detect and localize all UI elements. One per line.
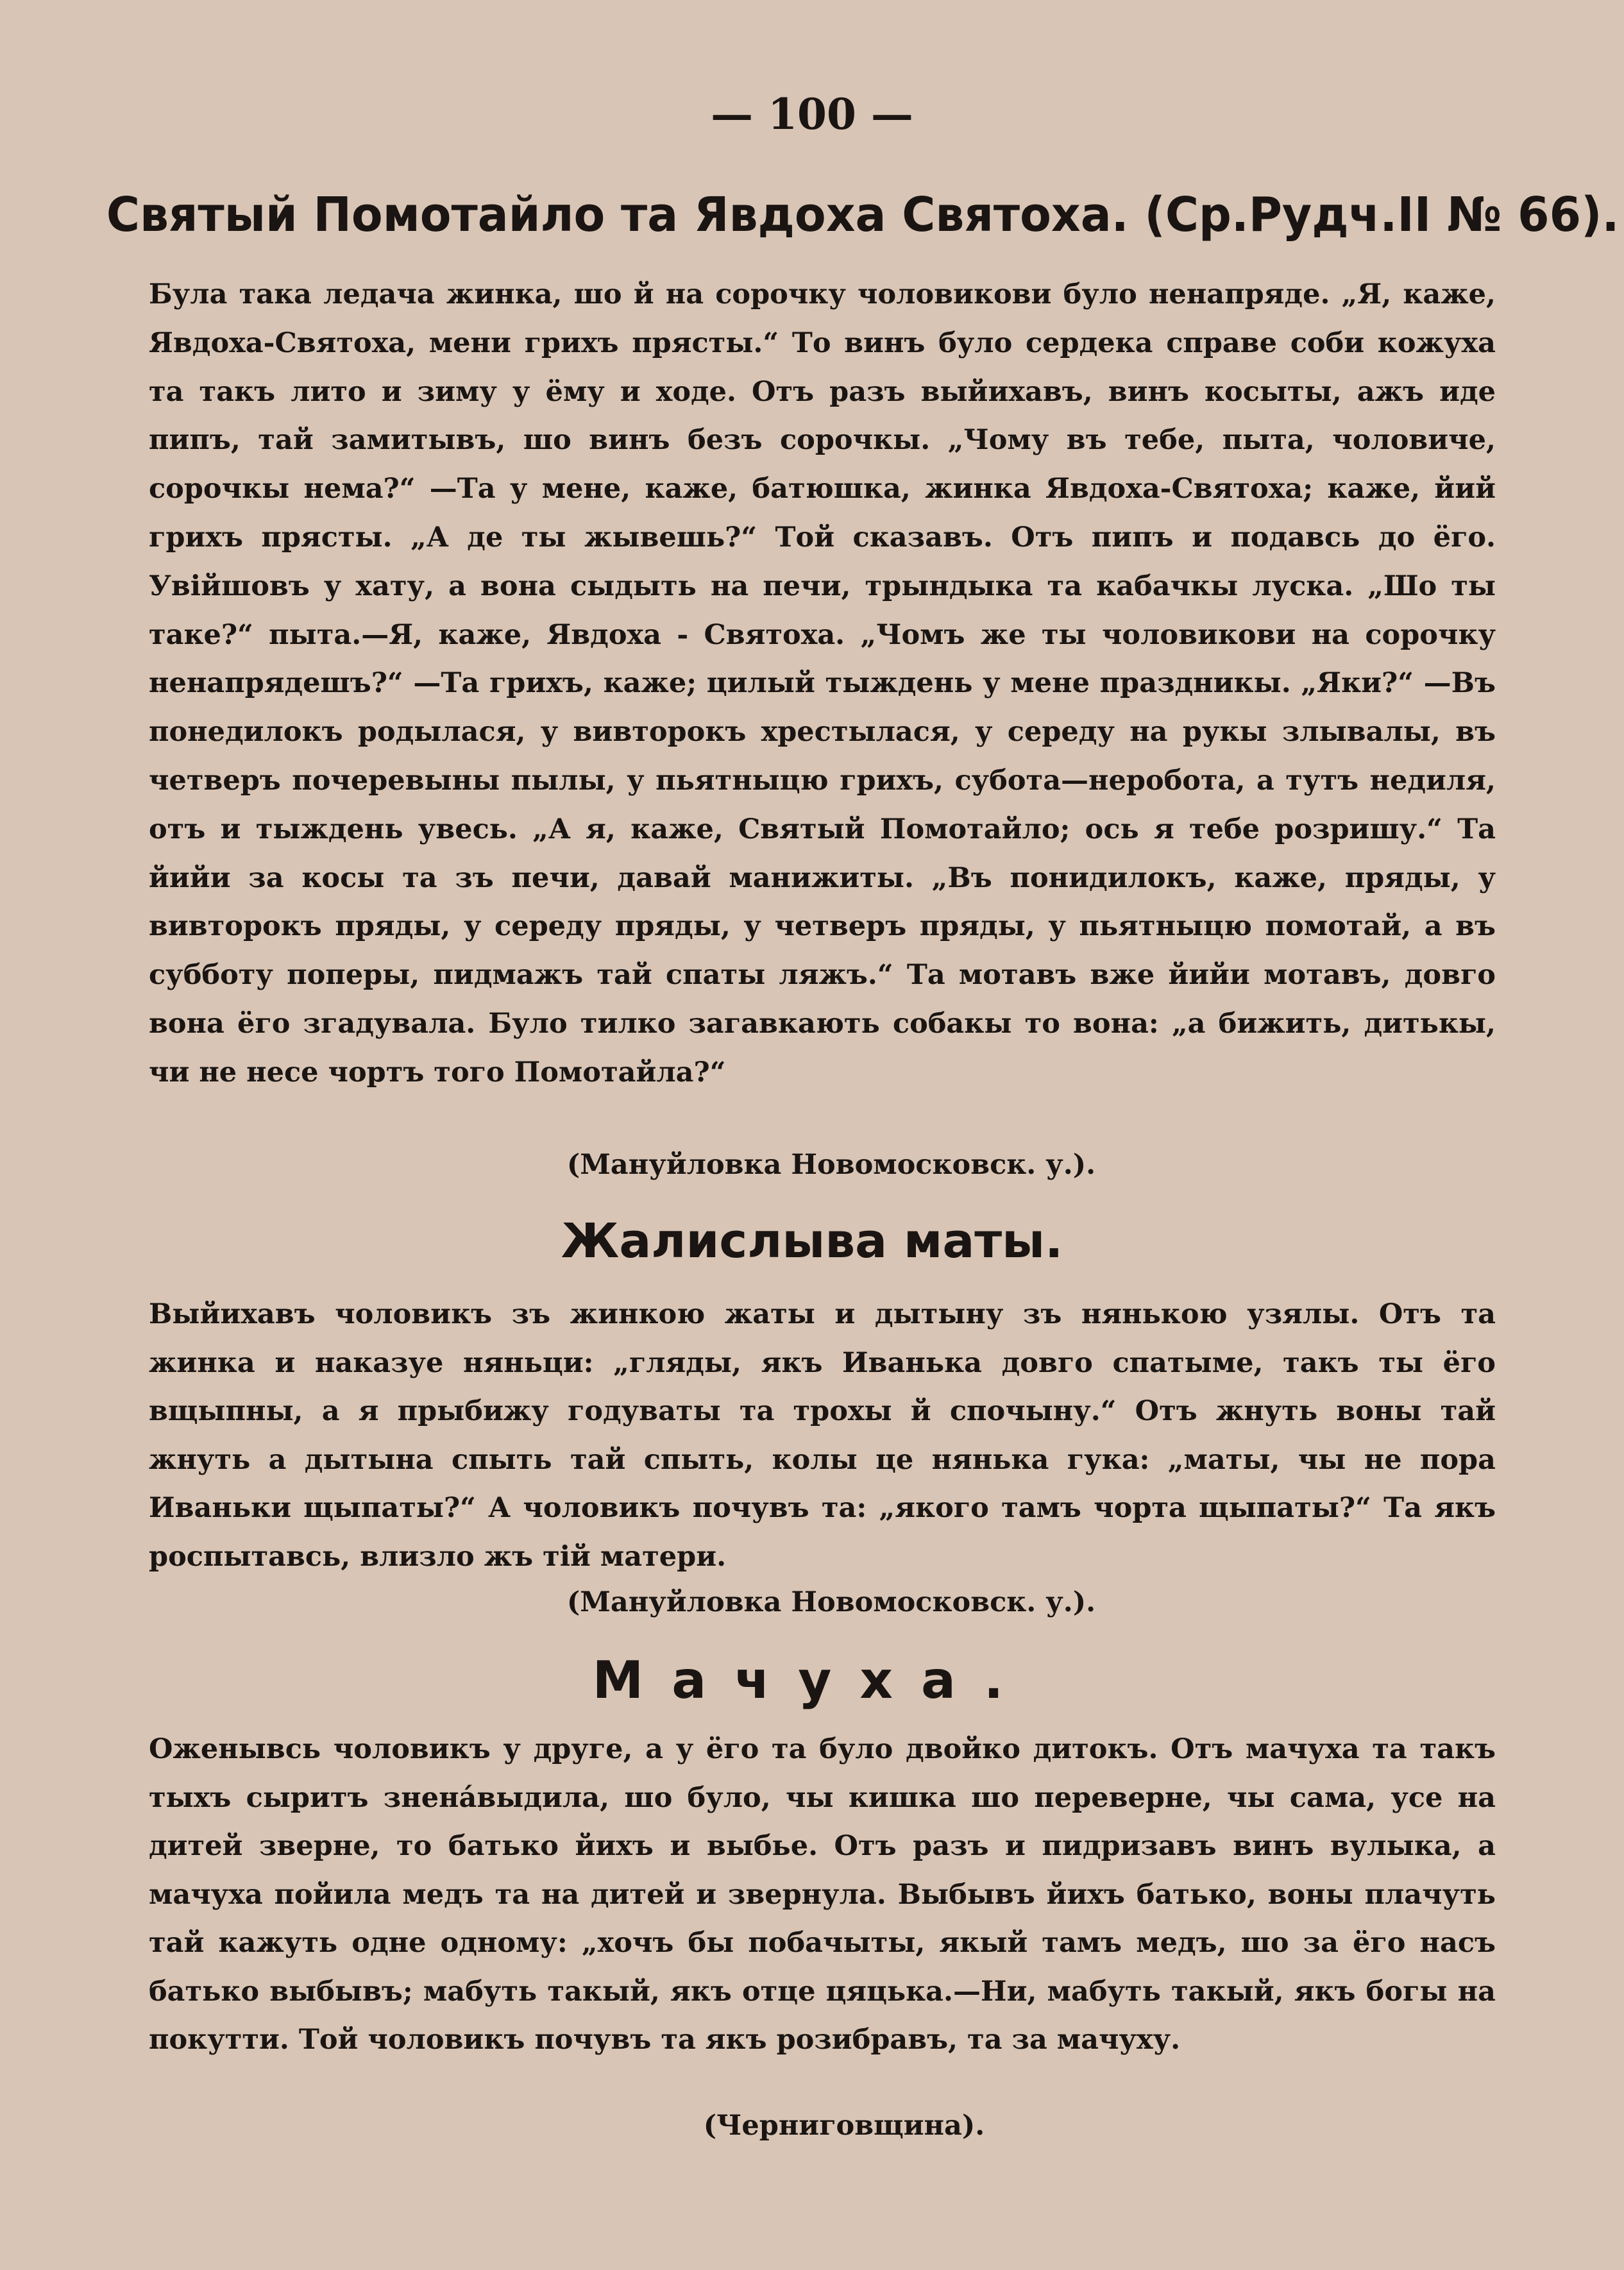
story-source-1: (Мануйловка Новомосковск. у.). xyxy=(566,1149,1096,1181)
story-title-2: Жалислыва маты. xyxy=(561,1214,1063,1269)
story-source-3: (Черниговщина). xyxy=(703,2110,985,2142)
story-title-1: Святый Помотайло та Явдоха Святоха. (Ср.Рудч.II № 66). xyxy=(106,187,1620,242)
story-text-1: Була така ледача жинка, шо й на сорочку чоловикови було ненапряде. „Я, каже, Явдоха-Святоха, мени грихъ прясты.“ То винъ було сердека справе соби кожуха та такъ лито и зиму у ёму и ходе. Отъ разъ выйихавъ, винъ косыты, ажъ иде пипъ, тай замитывъ, шо винъ безъ сорочкы. „Чому въ тебе, пыта, чоловиче, сорочкы нема?“ —Та у мене, каже, батюшка, жинка Явдоха-Святоха; каже, йий грихъ прясты. „А де ты жывешь?“ Той сказавъ. Отъ пипъ и подавсь до ёго. Увійшовъ у хату, а вона сыдыть на печи, трындыка та кабачкы луска. „Шо ты таке?“ пыта.—Я, каже, Явдоха - Святоха. „Чомъ же ты чоловикови на сорочку ненапрядешъ?“ —Та грихъ, каже; цилый тыждень у мене праздникы. „Яки?“ —Въ понедилокъ родылася, у вивторокъ хрестылася, у середу на рукы злывалы, въ четверъ почеревыны пылы, у пьятныцю грихъ, субота—неробота, а тутъ недиля, отъ и тыждень увесь. „А я, каже, Святый Помотайло; ось я тебе розришу.“ Та йийи за косы та зъ печи, давай манижиты. „Въ понидилокъ, каже, пряды, у вивторокъ пряды, у середу пряды, у четверъ пряды, у пьятныцю помотай, а въ субботу поперы, пидмажъ тай спаты ляжъ.“ Та мотавъ вже йийи мотавъ, довго вона ёго згадувала. Було тилко загавкають собакы то вона: „а бижить, дитькы, чи не несе чортъ того Помотайла?“ xyxy=(149,278,1496,1088)
story-text-3: Оженывсь чоловикъ у друге, а у ёго та було двойко дитокъ. Отъ мачуха та такъ тыхъ сыритъ зненáвыдила, шо було, чы кишка шо переверне, чы сама, усе на дитей зверне, то батько йихъ и выбье. Отъ разъ и пидризавъ винъ вулыка, а мачуха пойила медъ та на дитей и звернула. Выбывъ йихъ батько, воны плачуть тай кажуть одне одному: „хочъ бы побачыты, якый тамъ медъ, шо за ёго насъ батько выбывъ; мабуть такый, якъ отце цяцька.—Ни, мабуть такый, якъ богы на покутти. Той чоловикъ почувъ та якъ розибравъ, та за мачуху. xyxy=(149,1733,1496,2056)
story-text-2: Выйихавъ чоловикъ зъ жинкою жаты и дытыну зъ нянькою узялы. Отъ та жинка и наказуе няньци: „гляды, якъ Иванька довго спатыме, такъ ты ёго вщыпны, а я прыбижу годуваты та трохы й спочыну.“ Отъ жнуть воны тай жнуть а дытына спыть тай спыть, колы це нянька гука: „маты, чы не пора Иваньки щыпаты?“ А чоловикъ почувъ та: „якого тамъ чорта щыпаты?“ Та якъ роспытавсь, влизло жъ тій матери. xyxy=(149,1298,1496,1573)
story-title-3: Мачуха. xyxy=(592,1650,1032,1710)
page-number: — 100 — xyxy=(711,89,913,139)
story-source-2: (Мануйловка Новомосковск. у.). xyxy=(566,1586,1096,1618)
